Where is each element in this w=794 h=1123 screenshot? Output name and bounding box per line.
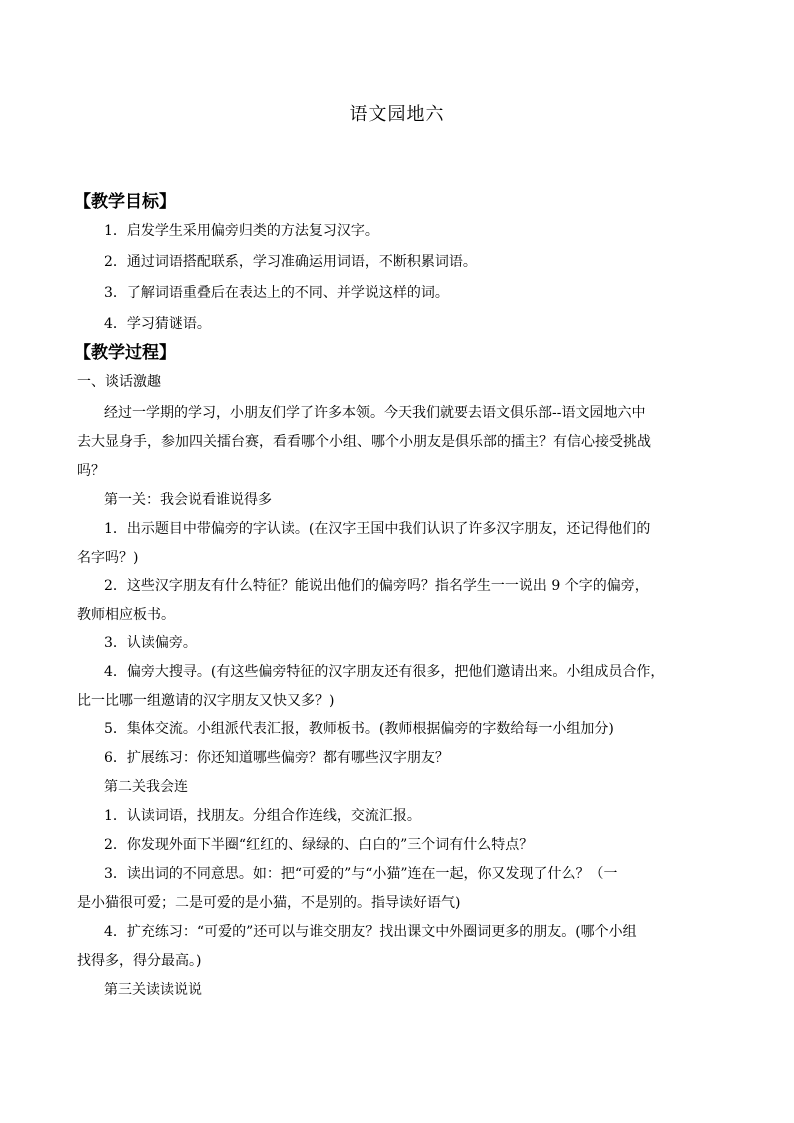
stage1-item-2-line-2: 教师相应板书。: [77, 607, 175, 623]
stage2-item-2: 2．你发现外面下半圈“红红的、绿绿的、白白的”三个词有什么特点？: [104, 837, 534, 853]
stage2-item-3-line-1: 3．读出词的不同意思。如：把“可爱的”与“小猫”连在一起，你又发现了什么？（一: [104, 866, 618, 882]
process-heading: 【教学过程】: [74, 343, 176, 363]
stage2-heading: 第二关我会连: [104, 779, 188, 795]
intro-paragraph-line-3: 吗？: [77, 463, 105, 479]
stage1-item-5: 5．集体交流。小组派代表汇报，教师板书。(教师根据偏旁的字数给每一小组加分): [104, 721, 614, 737]
stage2-item-3-line-2: 是小猫很可爱；二是可爱的是小猫，不是别的。指导读好语气): [77, 895, 461, 911]
objective-item-1: 1．启发学生采用偏旁归类的方法复习汉字。: [104, 223, 379, 239]
objectives-heading: 【教学目标】: [74, 192, 176, 212]
stage1-item-4-line-1: 4．偏旁大搜寻。(有这些偏旁特征的汉字朋友还有很多，把他们邀请出来。小组成员合作，: [104, 664, 665, 680]
subsection-heading: 一、谈话激趣: [77, 374, 161, 390]
stage1-item-1-line-1: 1．出示题目中带偏旁的字认读。(在汉字王国中我们认识了许多汉字朋友，还记得他们的: [104, 521, 651, 537]
stage1-item-6: 6．扩展练习：你还知道哪些偏旁？都有哪些汉字朋友？: [104, 750, 449, 766]
stage2-item-1: 1．认读词语，找朋友。分组合作连线，交流汇报。: [104, 808, 421, 824]
stage3-heading: 第三关读读说说: [104, 982, 202, 998]
document-title: 语文园地六: [349, 104, 445, 125]
stage1-item-4-line-2: 比一比哪一组邀请的汉字朋友又快又多？): [77, 693, 335, 709]
objective-item-3: 3．了解词语重叠后在表达上的不同、并学说这样的词。: [104, 285, 449, 301]
stage2-item-4-line-2: 找得多，得分最高。): [77, 953, 202, 969]
intro-paragraph-line-1: 经过一学期的学习，小朋友们学了许多本领。今天我们就要去语文俱乐部--语文园地六中: [104, 405, 646, 421]
stage1-item-2-line-1: 2．这些汉字朋友有什么特征？能说出他们的偏旁吗？指名学生一一说出 9 个字的偏旁，: [104, 578, 649, 594]
objective-item-2: 2．通过词语搭配联系，学习准确运用词语，不断积累词语。: [104, 254, 477, 270]
stage1-item-3: 3．认读偏旁。: [104, 635, 197, 651]
intro-paragraph-line-2: 去大显身手，参加四关擂台赛，看看哪个小组、哪个小朋友是俱乐部的擂主？有信心接受挑战: [77, 434, 651, 450]
objective-item-4: 4．学习猜谜语。: [104, 316, 211, 332]
stage1-heading: 第一关：我会说看谁说得多: [104, 492, 272, 508]
stage1-item-1-line-2: 名字吗？): [77, 550, 139, 566]
stage2-item-4-line-1: 4．扩充练习：“可爱的”还可以与谁交朋友？找出课文中外圈词更多的朋友。(哪个小组: [104, 924, 637, 940]
